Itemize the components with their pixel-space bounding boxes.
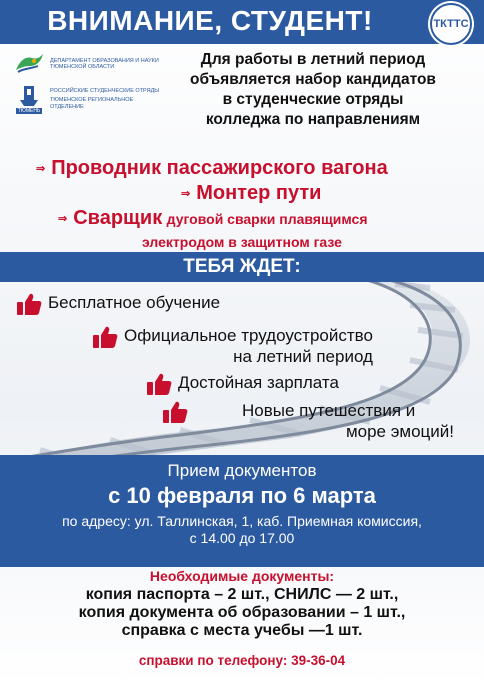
intro-line-4: колледжа по направлениям [205,111,421,128]
benefit-travel-line1: Новые путешествия и [242,401,416,420]
arrow-icon: ⇒ [181,188,191,200]
arrow-icon: ⇒ [36,163,46,175]
profession-conductor [36,157,388,180]
regional-branch-text: ТЮМЕНСКОЕ РЕГИОНАЛЬНОЕ ОТДЕЛЕНИЕ [50,97,134,110]
ministry-emblem-icon [14,52,44,76]
benefit-free-training-label: Бесплатное обучение [48,293,221,312]
profession-track-fitter-label: Монтер пути [196,182,322,204]
intro-line-3: в студенческие отряды [222,91,404,108]
intro-line-1: Для работы в летний период [200,51,426,68]
profession-welder [58,207,368,230]
college-logo-text: ТКТТС [433,18,469,30]
student-teams-logo-text: РОССИЙСКИЕ СТУДЕНЧЕСКИЕ ОТРЯДЫ [50,87,160,94]
thumbs-up-icon [162,400,188,424]
admission-panel [0,455,484,567]
profession-welder-label: Сварщик [73,207,163,229]
header-bar [0,0,484,44]
admission-hours: с 14.00 до 17.00 [189,530,295,546]
admission-address [0,513,484,547]
thumbs-up-icon [146,372,172,396]
benefits-title: ТЕБЯ ЖДЕТ: [183,256,301,277]
documents-line-3: справка с места учебы —1 шт. [121,622,363,639]
benefit-salary-label: Достойная зарплата [178,373,339,392]
profession-track-fitter [181,182,321,205]
student-teams-emblem-icon [14,84,44,108]
intro-line-2: объявляется набор кандидатов [190,71,436,88]
profession-conductor-label: Проводник пассажирского вагона [51,157,388,179]
profession-welder-detail-line2: электродом в защитном газе [142,234,342,250]
partner-logos [14,52,164,122]
student-teams-logo [14,84,164,114]
benefit-travel [162,400,454,442]
benefit-official-employment [92,325,373,367]
benefit-official-employment-line1: Официальное трудоустройство [124,326,373,345]
admission-dates: с 10 февраля по 6 марта [108,483,376,508]
documents-line-1: копия паспорта – 2 шт., СНИЛС — 2 шт., [85,586,399,603]
benefit-travel-line2: море эмоций! [345,422,454,441]
benefits-header-bar [0,252,484,282]
benefit-free-training [16,292,220,316]
college-logo [430,3,472,45]
documents-title: Необходимые документы: [149,568,335,584]
contact-phone: справки по телефону: 39-36-04 [138,653,346,668]
profession-welder-detail: дуговой сварки плавящимся [166,211,368,227]
arrow-icon: ⇒ [58,213,68,225]
tyumen-label: ТЮМЕНЬ [17,108,41,114]
documents-list [0,586,484,640]
benefit-salary [146,372,339,396]
thumbs-up-icon [16,292,42,316]
ministry-logo-text: ДЕПАРТАМЕНТ ОБРАЗОВАНИЯ И НАУКИ ТЮМЕНСКОЙ ОБЛАСТИ [50,57,159,70]
admission-address-line1: по адресу: ул. Таллинская, 1, каб. Приемная комиссия, [62,513,422,529]
page-title: ВНИМАНИЕ, СТУДЕНТ! [47,5,373,36]
intro-text [148,50,478,130]
thumbs-up-icon [92,325,118,349]
ministry-logo [14,52,164,76]
documents-line-2: копия документа об образовании – 1 шт., [78,604,406,621]
admission-title: Прием документов [167,461,317,480]
benefit-official-employment-line2: на летний период [233,347,373,366]
